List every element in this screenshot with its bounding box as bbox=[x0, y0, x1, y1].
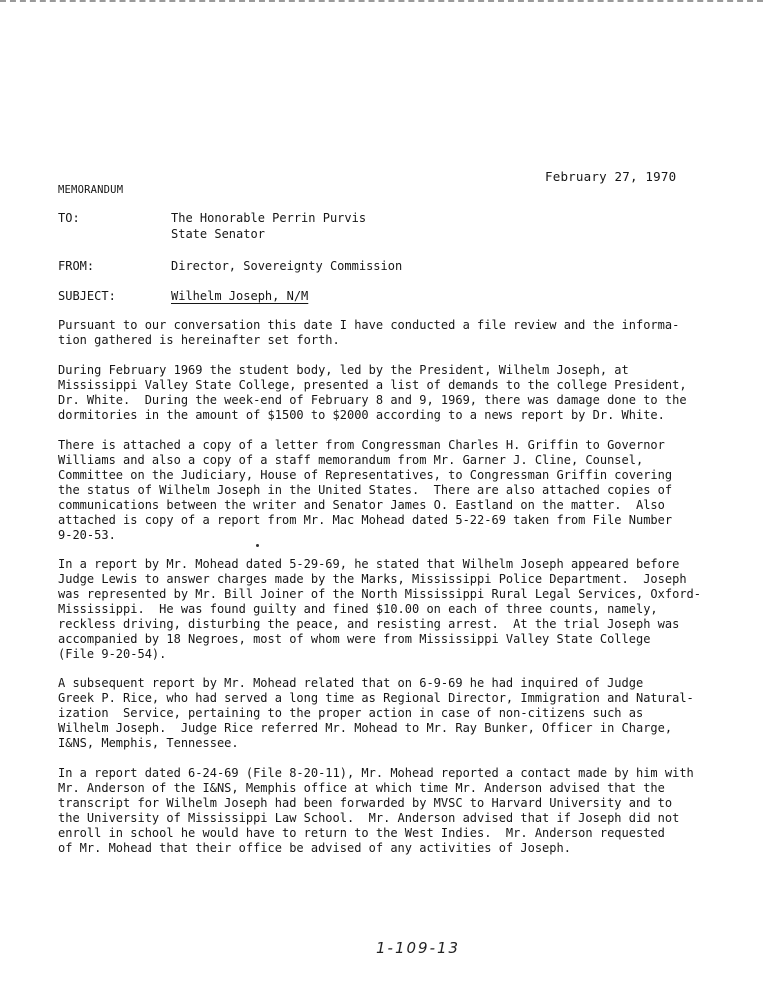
to-value bbox=[171, 210, 366, 242]
subject-field bbox=[58, 288, 308, 304]
from-label: FROM: bbox=[58, 259, 95, 273]
from-value: Director, Sovereignty Commission bbox=[171, 259, 403, 273]
memo-title: MEMORANDUM bbox=[58, 184, 124, 196]
paragraph-attachments: There is attached a copy of a letter from Congressman Charles H. Griffin to Governor Williams and also a copy of a staff memorandum from Mr. Garner J. Cline, Counsel, Committee on the Judiciary, House of Representatives, to Congressman Griffin covering the status of Wilhelm Joseph in the United States. There are also attached copies of communications between the writer and Senator James O. Eastland on the matter. Also attached is copy of a report from Mr. Mac Mohead dated 5-22-69 taken from File Number 9-20-53. bbox=[58, 438, 673, 542]
memo-date: February 27, 1970 bbox=[545, 169, 677, 184]
to-line-1: The Honorable Perrin Purvis bbox=[171, 211, 367, 225]
to-line-2: State Senator bbox=[171, 227, 265, 241]
stray-mark bbox=[256, 544, 259, 547]
to-label: TO: bbox=[58, 211, 80, 225]
paragraph-transcript: In a report dated 6-24-69 (File 8-20-11), Mr. Mohead reported a contact made by him with Mr. Anderson of the I&NS, Memphis office at which time Mr. Anderson advised that the transcript for Wilhelm Joseph had been forwarded by MVSC to Harvard University and to the University of Mississippi Law School. Mr. Anderson advised that if Joseph did not enroll in school he would have to return to the West Indies. Mr. Anderson requested of Mr. Mohead that their office be advised of any activities of Joseph. bbox=[58, 766, 694, 855]
paragraph-immigration: A subsequent report by Mr. Mohead related that on 6-9-69 he had inquired of Judge Greek P. Rice, who had served a long time as Regional Director, Immigration and Natural- ization Service, pertaining to the proper action in case of non-citizens such as Wilhelm Joseph. Judge Rice referred Mr. Mohead to Mr. Ray Bunker, Officer in Charge, I&NS, Memphis, Tennessee. bbox=[58, 676, 694, 750]
from-field bbox=[58, 258, 402, 274]
subject-value: Wilhelm Joseph, N/M bbox=[171, 289, 309, 303]
to-field bbox=[58, 210, 366, 242]
subject-label: SUBJECT: bbox=[58, 289, 116, 303]
paragraph-court-report: In a report by Mr. Mohead dated 5-29-69, he stated that Wilhelm Joseph appeared before Judge Lewis to answer charges made by the Marks, Mississippi Police Department. Joseph was represented by Mr. Bill Joiner of the North Mississippi Rural Legal Services, Oxford- Mississippi. He was found guilty and fined $10.00 on each of three counts, namely, reckless driving, disturbing the peace, and resisting arrest. At the trial Joseph was accompanied by 18 Negroes, most of whom were from Mississippi Valley State College (File 9-20-54). bbox=[58, 557, 701, 661]
page-number-mark: 1-109-13 bbox=[376, 939, 461, 957]
paragraph-demands: During February 1969 the student body, led by the President, Wilhelm Joseph, at Mississippi Valley State College, presented a list of demands to the college President, Dr. White. During the week-end of February 8 and 9, 1969, there was damage done to the dormitories in the amount of $1500 to $2000 according to a news report by Dr. White. bbox=[58, 363, 687, 422]
paragraph-intro: Pursuant to our conversation this date I have conducted a file review and the informa- tion gathered is hereinafter set forth. bbox=[58, 318, 680, 347]
top-dashed-edge bbox=[0, 0, 763, 2]
